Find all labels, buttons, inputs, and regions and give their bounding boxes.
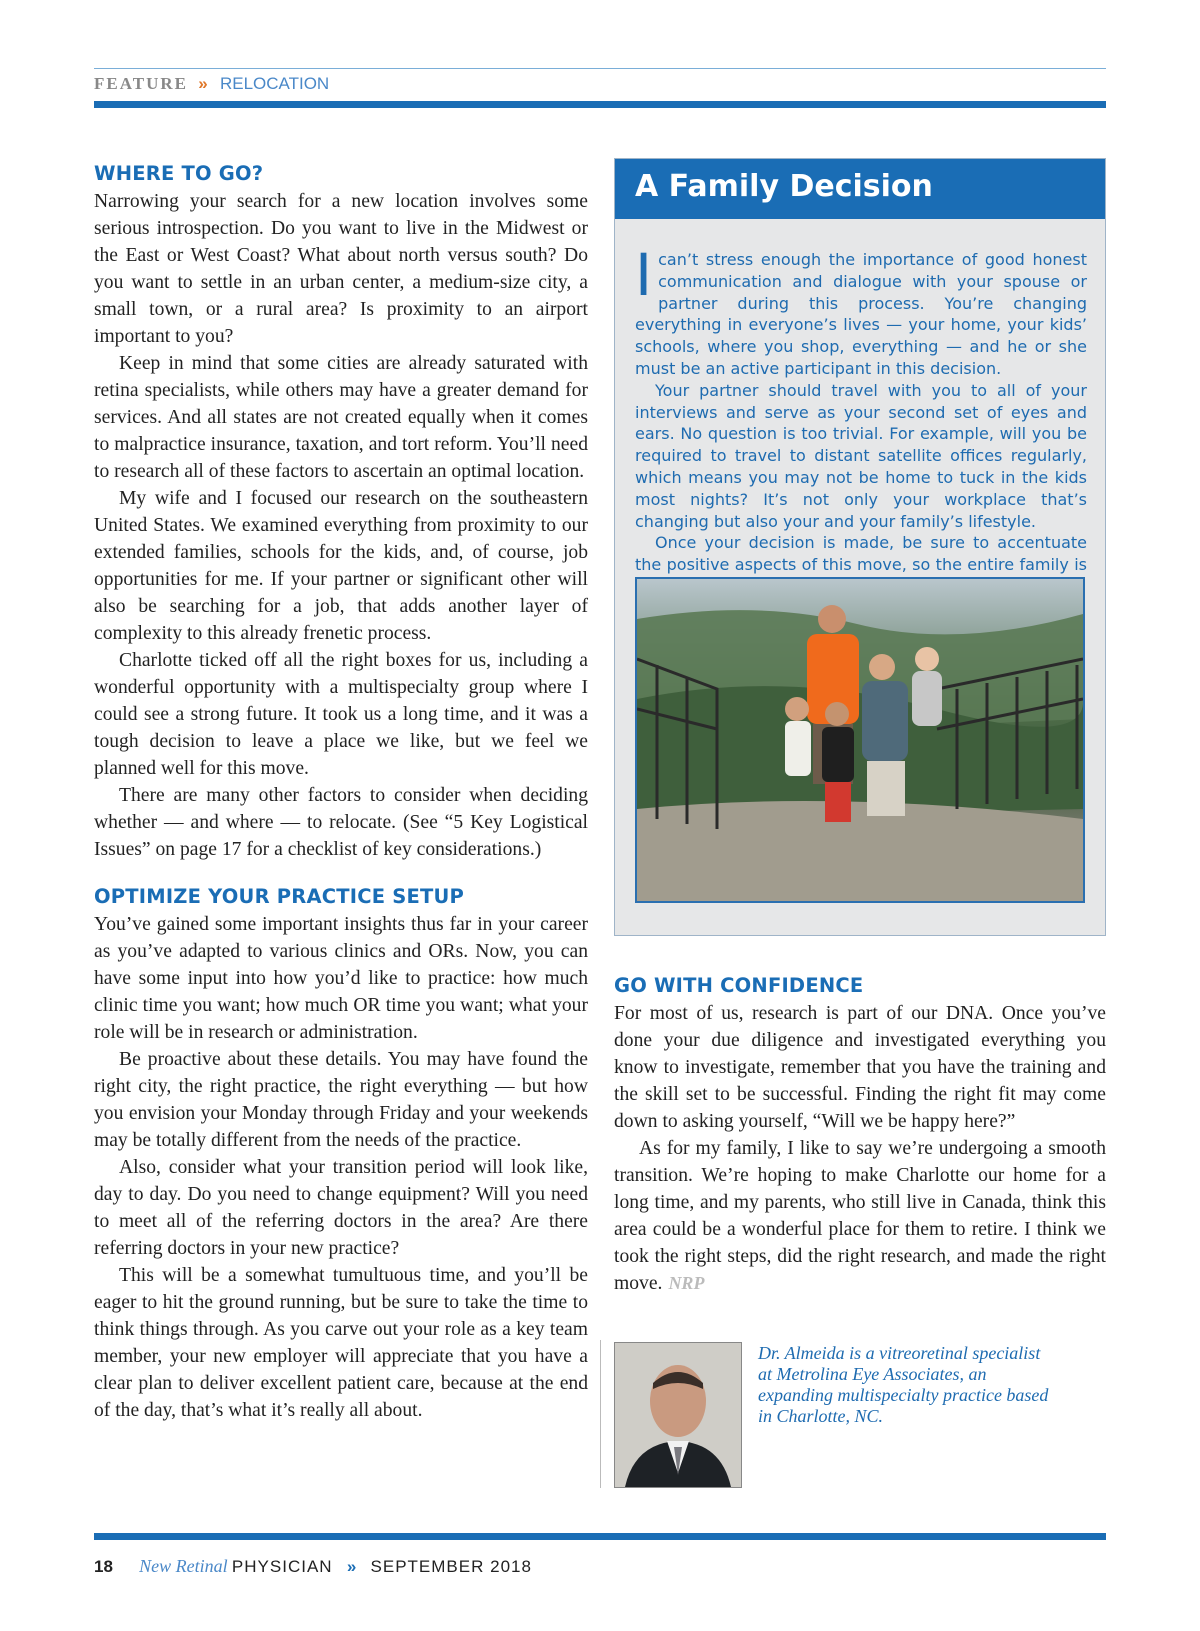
paragraph: This will be a somewhat tumultuous time, and you’ll be eager to hit the ground running, but be sure to take the time to think things through. As you carve out your role as a key team member, your new employer will appreciate that you have a clear plan to deliver excellent patient care, because at the end of the day, that’s what it’s really all about.	[94, 1265, 588, 1421]
author-portrait	[615, 1343, 741, 1487]
feature-label: FEATURE	[94, 74, 188, 93]
page-number: 18	[94, 1557, 113, 1576]
signoff: NRP	[668, 1273, 705, 1293]
paragraph: Be proactive about these details. You may have found the right city, the right practice, the right everything — but how you envision your Monday through Friday and your weekends may be totally different from the needs of the practice.	[94, 1049, 588, 1151]
paragraph: You’ve gained some important insights thus far in your career as you’ve adapted to various clinics and ORs. Now, you can have some input into how you’d like to practice: how much clinic time you want; how much OR time you want; what your role will be in research or administration.	[94, 914, 588, 1043]
magazine-name-caps: PHYSICIAN	[231, 1557, 333, 1576]
magazine-name-italic: New Retinal	[139, 1556, 228, 1576]
sidebar-paragraph: Your partner should travel with you to all of your interviews and serve as your second set of eyes and ears. No question is too trivial. For example, will you be required to travel to distant satellite offices regularly, which means you may not be home to tuck in the kids most nights? It’s not only your workplace that’s changing but also your and your family’s lifestyle.	[635, 380, 1087, 531]
chevron-icon: »	[346, 1557, 357, 1576]
family-photo	[635, 577, 1085, 903]
paragraph: Charlotte ticked off all the right boxes for us, including a wonderful opportunity with a multispecialty group where I could see a strong future. It took us a long time, and it was a tough decision to leave a place we like, but we feel we planned well for this move.	[94, 650, 588, 779]
header-bar	[94, 101, 1106, 108]
header-rule	[94, 68, 1106, 69]
optimize-heading: OPTIMIZE YOUR PRACTICE SETUP	[94, 885, 465, 908]
footer-bar	[94, 1533, 1106, 1540]
paragraph: Narrowing your search for a new location involves some serious introspection. Do you want to live in the Midwest or the East or West Coast? What about north versus south? Do you want to settle in an urban center, a medium-size city, a small town, or a rural area? Is proximity to an airport important to you?	[94, 191, 588, 347]
sidebar-paragraph: Once your decision is made, be sure to accentuate the positive aspects of this move, so the entire family is	[635, 533, 1087, 575]
paragraph: Keep in mind that some cities are already saturated with retina specialists, while others may have a greater demand for services. And all states are not created equally when it comes to malpractice insurance, taxation, and tort reform. You’ll need to research all of these factors to ascertain an optimal location.	[94, 353, 588, 482]
right-column	[614, 972, 1106, 1297]
paragraph: Also, consider what your transition period will look like, day to day. Do you need to change equipment? Will you need to meet all of the referring doctors in the area? Are there referring doctors in your new practice?	[94, 1157, 588, 1259]
sidebar-text	[635, 241, 1087, 598]
paragraph-text: As for my family, I like to say we’re undergoing a smooth transition. We’re hoping to make Charlotte our home for a long time, and my parents, who still live in Canada, think this area could be a wonderful place for them to retire. I think we took the right steps, did the right research, and made the right move.	[614, 1138, 1106, 1294]
paragraph: My wife and I focused our research on the southeastern United States. We examined everything from proximity to our extended families, schools for the kids, and, of course, job opportunities for me. If your partner or significant other will also be searching for a job, that adds another layer of complexity to this already frenetic process.	[94, 488, 588, 644]
chevron-icon: »	[198, 74, 208, 93]
section-name: RELOCATION	[219, 74, 330, 93]
column-divider	[600, 1340, 601, 1488]
family-photo-illustration	[637, 579, 1083, 901]
author-bio: Dr. Almeida is a vitreoretinal specialist at Metrolina Eye Associates, an expanding multispecialty practice based in Charlotte, NC.	[758, 1343, 1049, 1426]
author-photo	[614, 1342, 742, 1488]
left-column	[94, 160, 588, 1424]
where-to-go-heading: WHERE TO GO?	[94, 162, 264, 185]
paragraph: For most of us, research is part of our DNA. Once you’ve done your due diligence and investigated everything you know to investigate, remember that you have the training and the skill set to be successful. Finding the right fit may come down to asking yourself, “Will we be happy here?”	[614, 1003, 1106, 1132]
issue-date: SEPTEMBER 2018	[370, 1557, 532, 1576]
paragraph: There are many other factors to consider when deciding whether — and where — to relocate. (See “5 Key Logistical Issues” on page 17 for a checklist of key considerations.)	[94, 785, 588, 860]
go-with-confidence-heading: GO WITH CONFIDENCE	[614, 974, 864, 997]
sidebar-paragraph: can’t stress enough the importance of good honest communication and dialogue with your spouse or partner during this process. You’re changing everything in everyone’s lives — your home, your kids’ schools, where you shop, everything — and he or she must be an active participant in this decision.	[635, 250, 1087, 378]
sidebar-title: A Family Decision	[635, 169, 933, 204]
footer	[94, 1556, 532, 1577]
section-label	[94, 74, 329, 94]
drop-cap: I	[635, 241, 653, 309]
paragraph	[614, 1135, 1106, 1297]
family-decision-sidebar	[614, 158, 1106, 936]
sidebar-header	[615, 159, 1105, 219]
